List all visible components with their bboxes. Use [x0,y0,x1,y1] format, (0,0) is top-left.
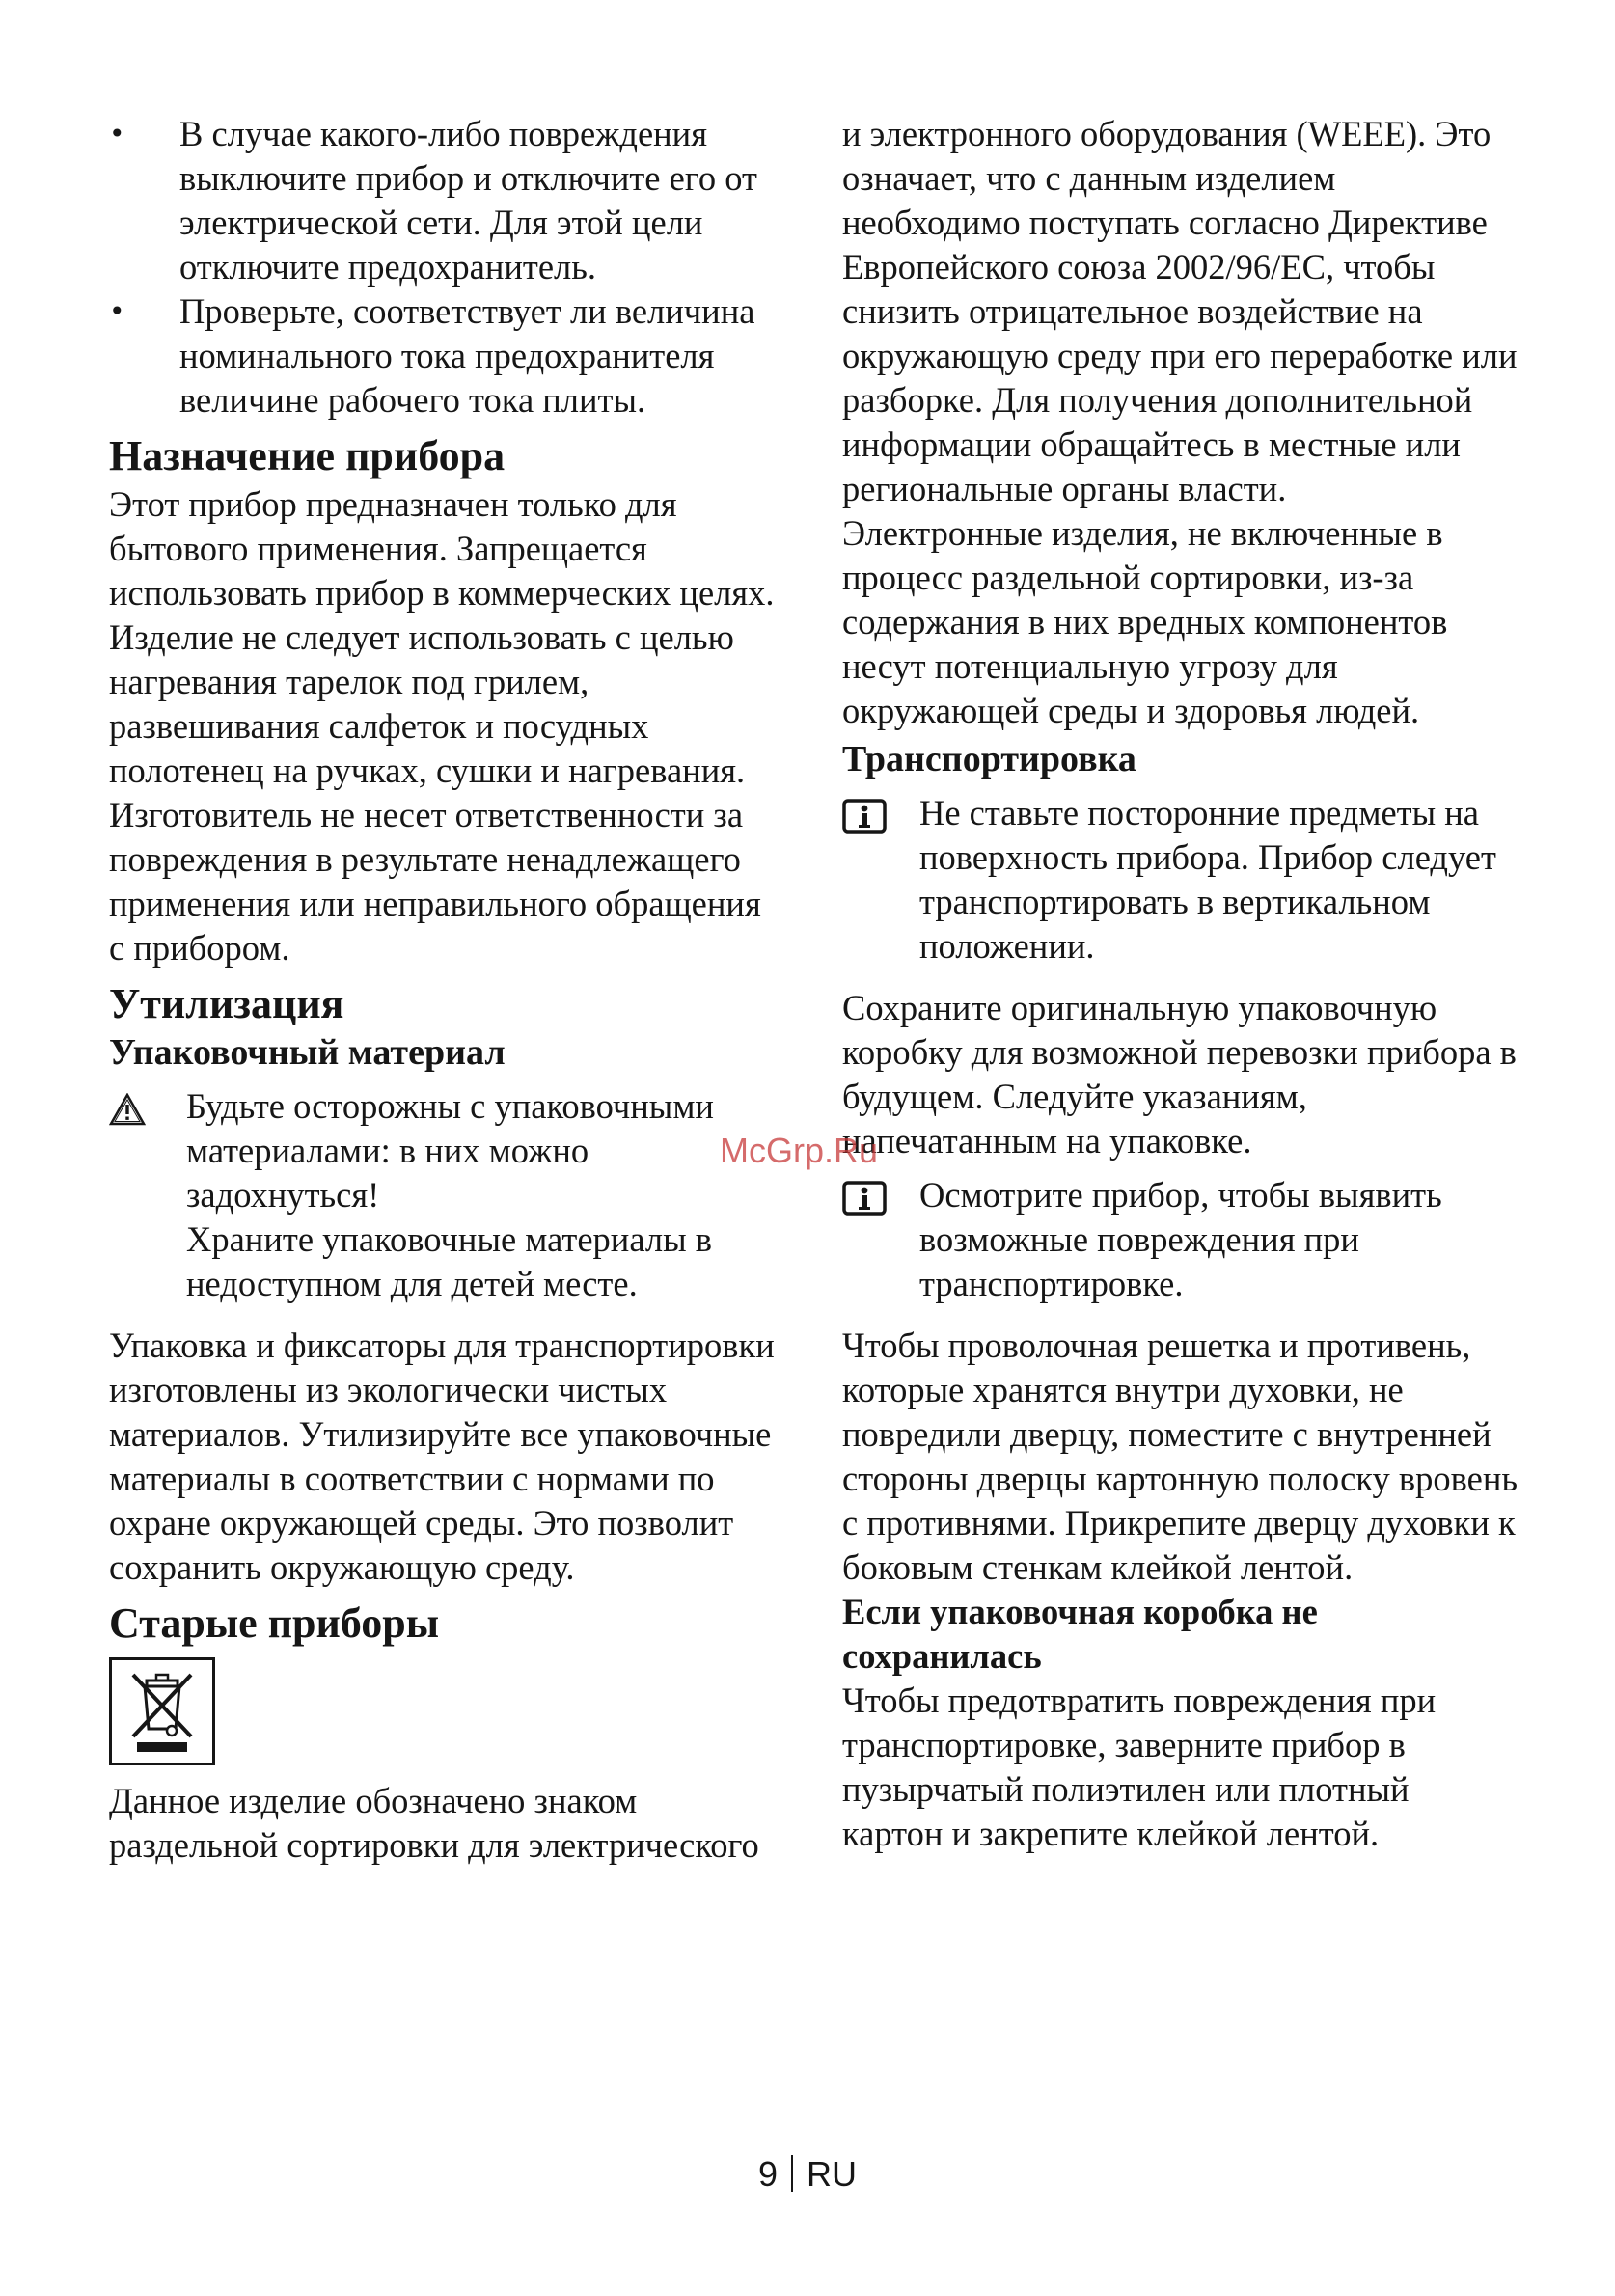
old-devices-heading: Старые приборы [109,1599,440,1647]
info-note [842,1173,1518,1306]
no-box-paragraph: Чтобы предотвратить повреждения при транспортировке, заверните прибор в пузырчатый полиэтилен или плотный картон и закрепите клейкой лентой. [842,1681,1437,1853]
left-column [109,112,784,1868]
warning-note [109,1084,784,1306]
purpose-heading: Назначение прибора [109,432,506,479]
page-footer [0,2154,1615,2195]
packaging-heading: Упаковочный материал [109,1032,506,1073]
electronics-paragraph: Электронные изделия, не включенные в процесс раздельной сортировки, из-за содержания в них вредных компонентов несут потенциальную угрозу для окружающей среды и здоровья людей. [842,513,1448,730]
warning-text: Храните упаковочные материалы в недоступном для детей месте. [186,1219,712,1303]
footer-divider [791,2155,793,2192]
bullet-item: • В случае какого-либо повреждения выключите прибор и отключите его от электрической сети. Для этой цели отключите предохранитель. [109,112,784,289]
weee-paragraph-start: Данное изделие обозначено знаком раздельной сортировки для электрического [109,1781,759,1865]
safety-bullet-list [109,112,784,423]
transport-heading: Транспортировка [842,739,1136,779]
packaging-paragraph: Упаковка и фиксаторы для транспортировки изготовлены из экологически чистых материалов. Утилизируйте все упаковочные материалы в соответствии с нормами по охране окружающей среды. Это позволит сохранить окружающую среду. [109,1326,775,1587]
disposal-heading: Утилизация [109,980,344,1027]
cardboard-paragraph: Чтобы проволочная решетка и противень, которые хранятся внутри духовки, не повредили дверцу, поместите с внутренней стороны дверцы картонную полоску вровень с противнями. Прикрепите дверцу духовки к боковым стенкам клейкой лентой. [842,1326,1519,1587]
crossed-out-bin-icon [109,1657,215,1765]
language-code: RU [807,2154,858,2194]
no-box-heading: Если упаковочная коробка не сохранилась [842,1592,1318,1676]
info-text: Не ставьте посторонние предметы на поверхность прибора. Прибор следует транспортировать в вертикальном положении. [919,793,1496,966]
warning-text: Будьте осторожны с упаковочными материалами: в них можно задохнуться! [186,1086,714,1215]
watermark: McGrp.Ru [720,1131,879,1170]
purpose-paragraph: Этот прибор предназначен только для бытового применения. Запрещается использовать прибор в коммерческих целях. [109,484,775,613]
right-column [842,112,1518,1856]
info-icon [842,1173,919,1226]
weee-paragraph-end: и электронного оборудования (WEEE). Это означает, что с данным изделием необходимо поступать согласно Директиве Европейского союза 2002/96/EC, чтобы снизить отрицательное воздействие на окружающую среду при его переработке или разборке. Для получения дополнительной информации обращайтесь в местные или региональные органы власти. [842,114,1518,508]
warning-triangle-icon [109,1084,186,1136]
info-icon [842,791,919,844]
info-note [842,791,1518,969]
page-number: 9 [757,2154,779,2194]
info-text: Осмотрите прибор, чтобы выявить возможные повреждения при транспортировке. [919,1175,1442,1303]
purpose-paragraph: Изготовитель не несет ответственности за повреждения в результате ненадлежащего применения или неправильного обращения с прибором. [109,795,761,968]
keep-box-paragraph: Сохраните оригинальную упаковочную коробку для возможной перевозки прибора в будущем. Следуйте указаниям, напечатанным на упаковке. [842,988,1517,1161]
purpose-paragraph: Изделие не следует использовать с целью нагревания тарелок под грилем, развешивания салфеток и посудных полотенец на ручках, сушки и нагревания. [109,617,746,790]
bullet-item: • Проверьте, соответствует ли величина номинального тока предохранителя величине рабочего тока плиты. [109,289,784,423]
